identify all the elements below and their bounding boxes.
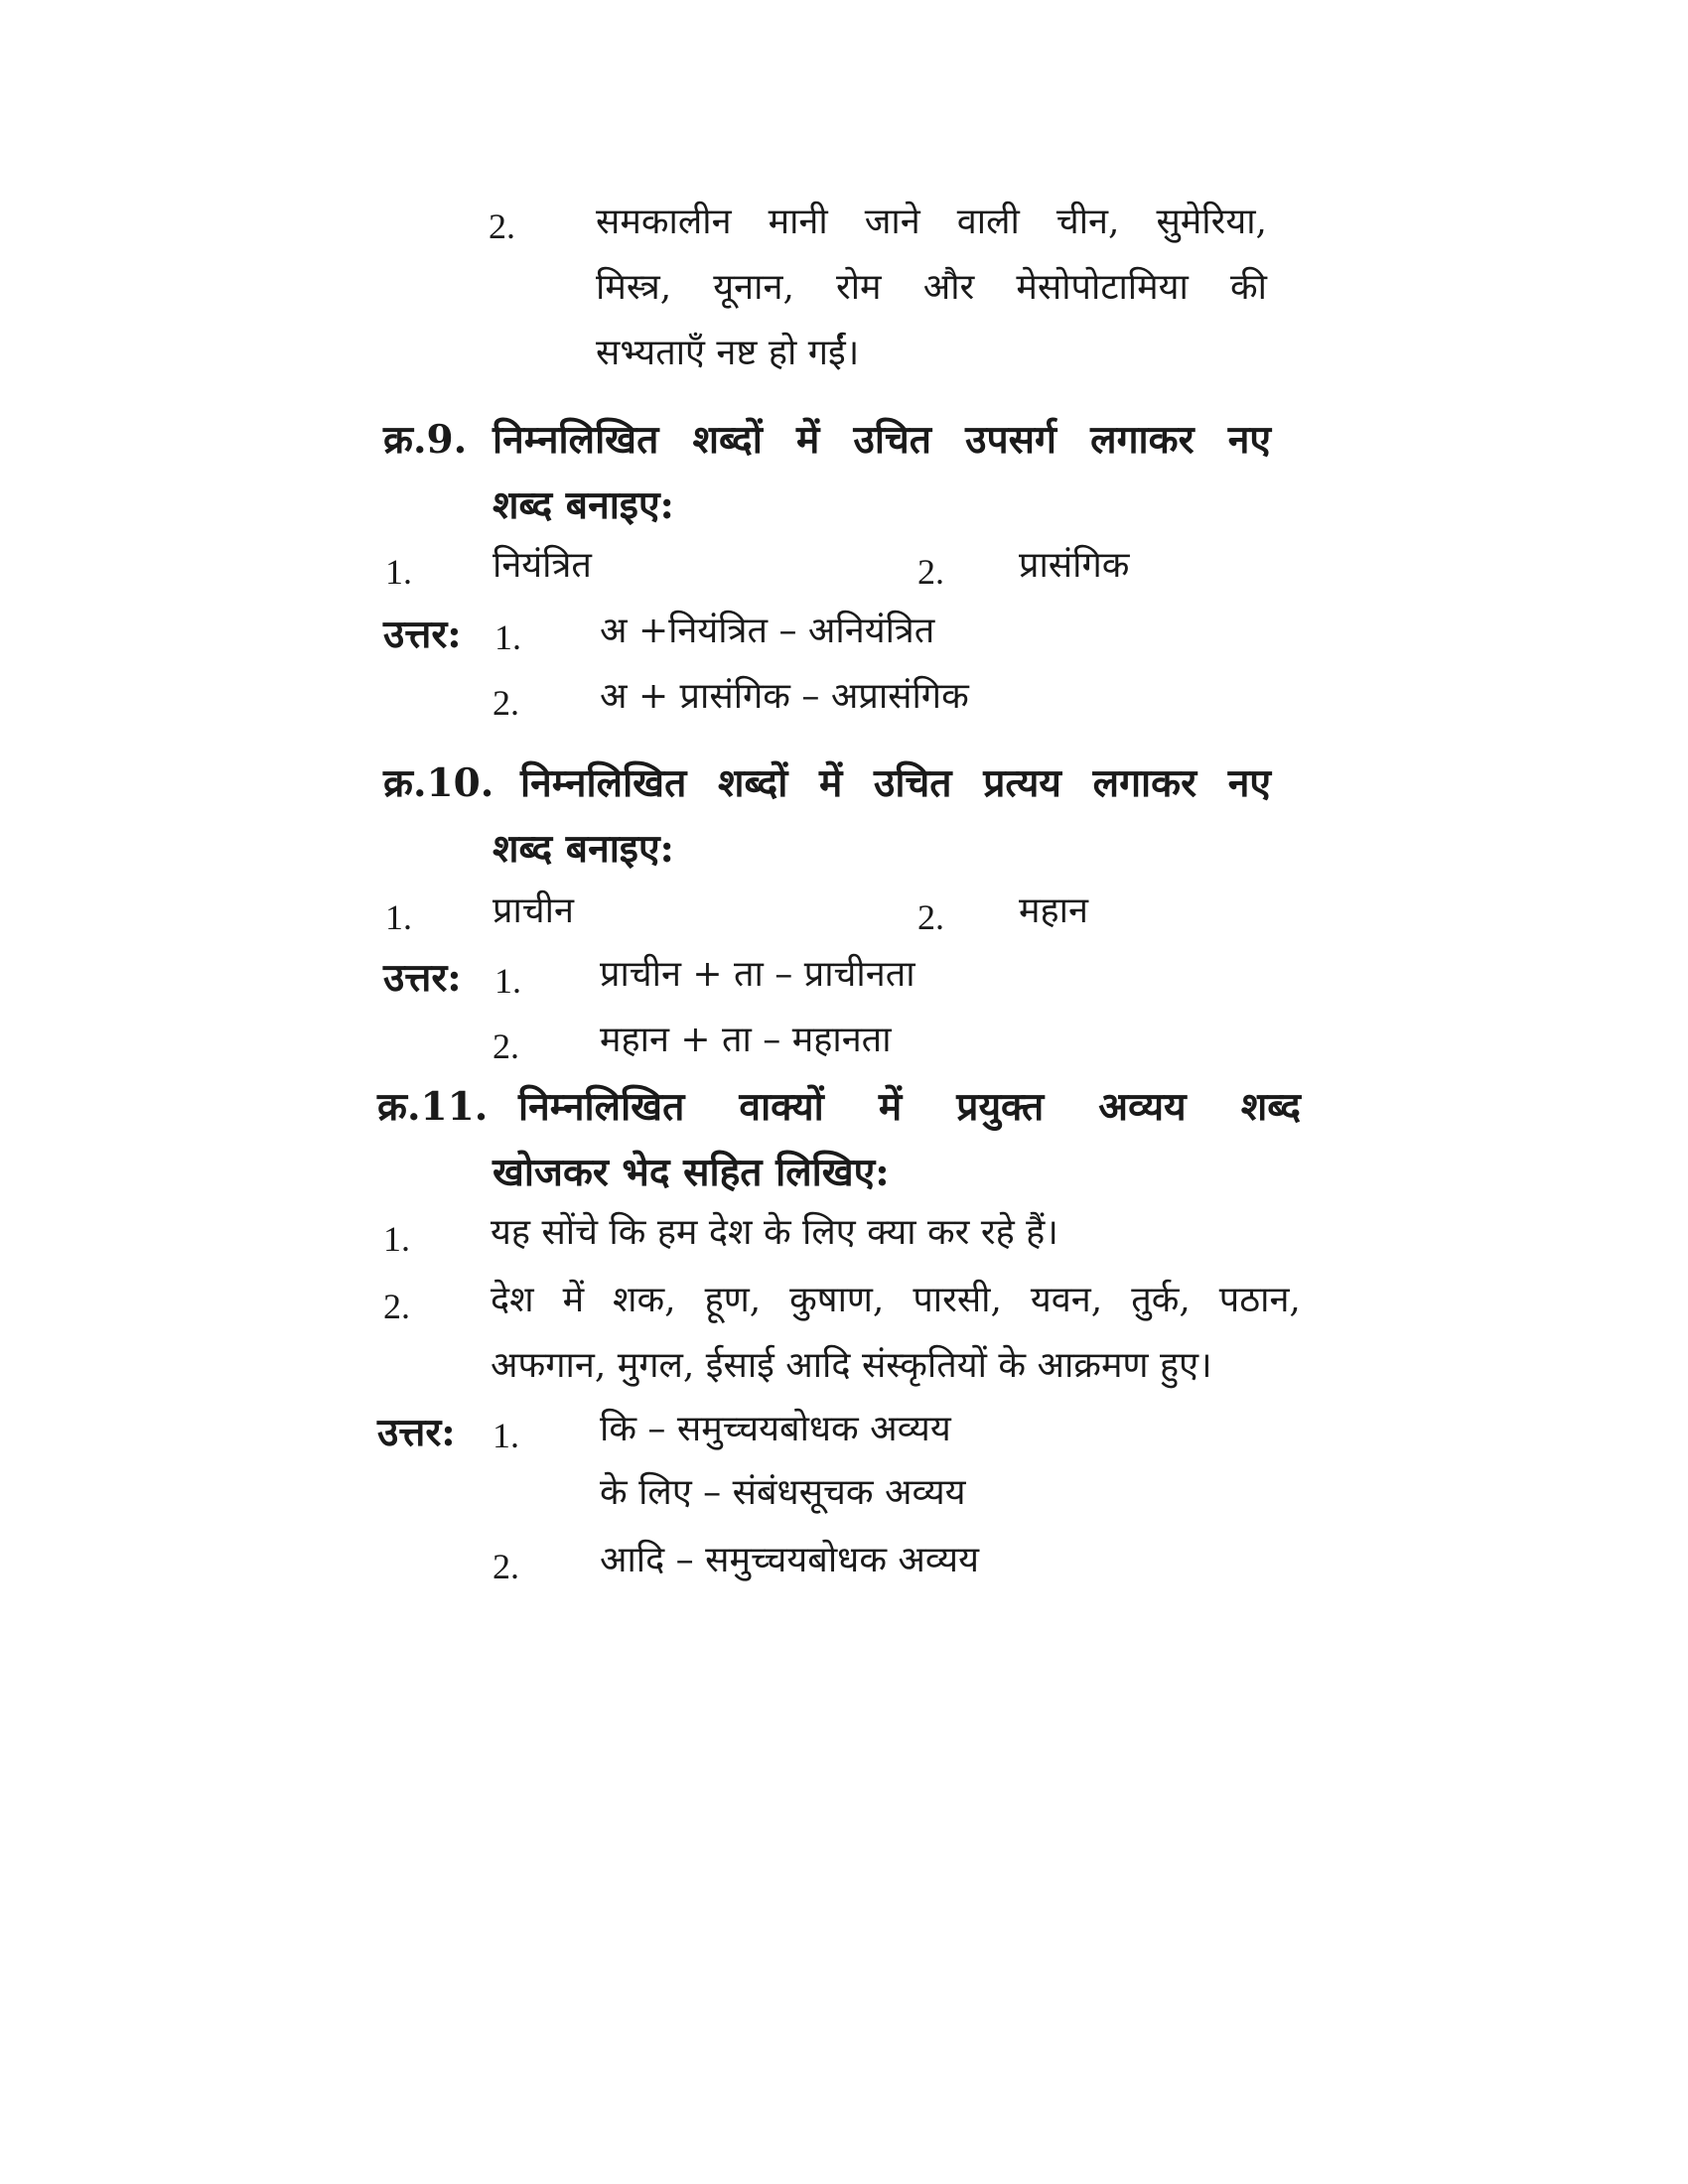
word: उचित [874,760,952,806]
q10-item-1-text: प्राचीन [492,890,574,931]
q11-answer-1-number: 1. [492,1416,519,1455]
q9-item-1-number: 1. [385,552,412,592]
word: जाने [864,202,920,242]
q8-answer-2-line-2 [596,267,1267,308]
q10-label: क्र.10. [383,760,494,806]
q10-answer-1-text: प्राचीन + ता – प्राचीनता [600,954,915,995]
word: निम्नलिखित [520,760,687,806]
q9-answer-1-number: 1. [494,617,521,657]
q9-label: क्र.9. [383,417,468,463]
word: की [1229,267,1267,308]
word: कुषाण, [789,1280,885,1320]
q10-answer-2-text: महान + ता – महानता [600,1020,892,1060]
word: अव्यय [1098,1084,1187,1130]
word: पारसी, [913,1280,1002,1320]
q9-answer-2-text: अ + प्रासंगिक – अप्रासंगिक [600,676,969,717]
word: नए [1227,417,1271,463]
word: में [819,760,843,806]
q11-answer-1-text-2: के लिए – संबंधसूचक अव्यय [600,1472,966,1513]
q8-answer-2-line-1 [596,202,1267,242]
q9-answer-label: उत्तर: [383,612,462,657]
word: शब्दों [692,417,763,463]
word: और [922,267,975,308]
q11-answer-label: उत्तर: [377,1410,456,1455]
word: निम्नलिखित [518,1084,685,1130]
q9-item-2-text: प्रासंगिक [1019,545,1130,586]
q11-item-1-text: यह सोंचे कि हम देश के लिए क्या कर रहे हैं। [491,1212,1058,1253]
word: प्रयुक्त [956,1084,1045,1130]
q9-answer-2-number: 2. [492,683,519,723]
word: लगाकर [1090,417,1195,463]
q9-item-2-number: 2. [917,552,944,592]
q10-answer-1-number: 1. [494,961,521,1001]
word: निम्नलिखित [492,417,659,463]
q11-heading-line-2: खोजकर भेद सहित लिखिए: [492,1150,890,1195]
word: में [562,1280,585,1320]
word: उचित [853,417,931,463]
word: उपसर्ग [965,417,1056,463]
word: नए [1227,760,1271,806]
word: रोम [836,267,882,308]
q11-item-2-line-2: अफगान, मुगल, ईसाई आदि संस्कृतियों के आक्रमण हुए। [491,1345,1212,1386]
q11-label: क्र.11. [377,1084,489,1130]
word: यूनान, [713,267,794,308]
q11-heading-line-1 [518,1084,1301,1130]
word: पठान, [1218,1280,1301,1320]
word: चीन, [1055,202,1120,242]
word: में [795,417,820,463]
word: सुमेरिया, [1156,202,1267,242]
word: लगाकर [1092,760,1197,806]
word: मानी [768,202,828,242]
word: में [878,1084,903,1130]
q11-answer-1-text: कि – समुच्चयबोधक अव्यय [600,1409,951,1449]
word: प्रत्यय [983,760,1061,806]
q9-heading-line-2: शब्द बनाइए: [492,482,674,528]
q9-item-1-text: नियंत्रित [492,545,592,586]
word: शब्द [1240,1084,1301,1130]
q11-answer-2-text: आदि – समुच्चयबोधक अव्यय [600,1540,979,1580]
q10-answer-2-number: 2. [492,1026,519,1066]
q8-answer-2-number: 2. [489,206,515,246]
q9-heading-line-1 [492,417,1271,463]
q10-heading-line-2: शब्द बनाइए: [492,826,674,872]
word: शब्दों [718,760,788,806]
q11-item-2-line-1 [491,1280,1301,1320]
word: वाक्यों [739,1084,824,1130]
q10-item-2-number: 2. [917,897,944,937]
q11-answer-2-number: 2. [492,1547,519,1586]
q10-item-2-text: महान [1019,890,1088,931]
word: देश [491,1280,534,1320]
q10-answer-label: उत्तर: [383,955,462,1001]
word: यवन, [1030,1280,1103,1320]
q9-answer-1-text: अ +नियंत्रित – अनियंत्रित [600,611,935,651]
q10-item-1-number: 1. [385,897,412,937]
q10-heading-line-1 [520,760,1271,806]
word: वाली [956,202,1020,242]
q11-item-2-number: 2. [383,1287,410,1326]
word: हूण, [704,1280,762,1320]
word: मिस्त्र, [596,267,672,308]
word: समकालीन [596,202,732,242]
word: मेसोपोटामिया [1016,267,1189,308]
word: शक, [613,1280,676,1320]
word: तुर्क, [1131,1280,1191,1320]
q8-answer-2-line-3: सभ्यताएँ नष्ट हो गईं। [596,333,860,373]
q11-item-1-number: 1. [383,1219,410,1259]
